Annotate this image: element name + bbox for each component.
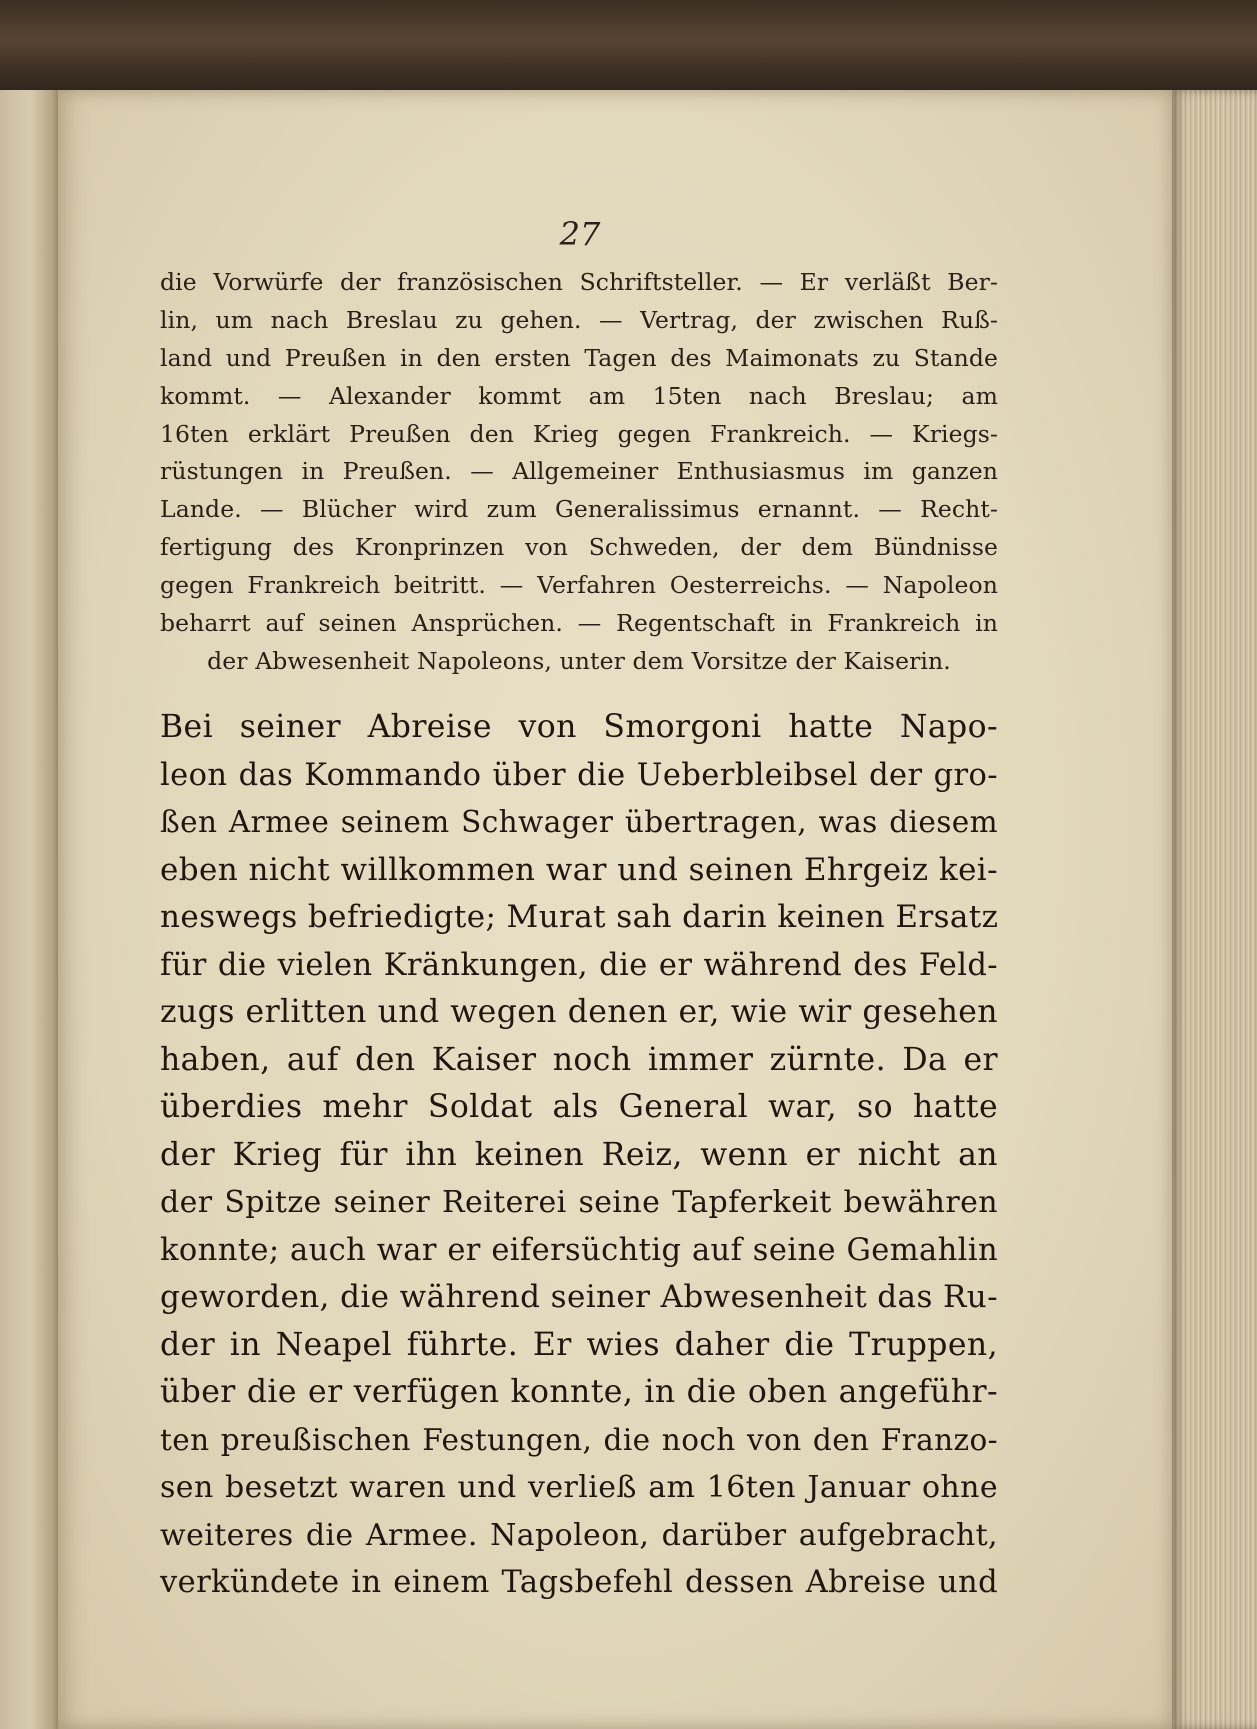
summary-line: beharrt auf seinen Ansprüchen. — Regentschaft in Frankreich in <box>160 609 998 638</box>
body-line: über die er verfügen konnte, in die oben angeführ- <box>160 1374 998 1410</box>
body-line: sen besetzt waren und verließ am 16ten Januar ohne <box>160 1470 998 1505</box>
summary-line: gegen Frankreich beitritt. — Verfahren Oesterreichs. — Napoleon <box>160 571 998 600</box>
body-line: weiteres die Armee. Napoleon, darüber aufgebracht, <box>160 1517 998 1553</box>
body-line: zugs erlitten und wegen denen er, wie wir gesehen <box>160 994 998 1030</box>
summary-line: fertigung des Kronprinzen von Schweden, der dem Bündnisse <box>160 533 998 562</box>
body-line: der Krieg für ihn keinen Reiz, wenn er nicht an <box>160 1136 998 1173</box>
body-text <box>160 704 998 1607</box>
body-line: ten preußischen Festungen, die noch von den Franzo- <box>160 1422 998 1457</box>
left-page-edge <box>0 90 60 1729</box>
body-line: überdies mehr Soldat als General war, so hatte <box>160 1089 998 1125</box>
body-line: der Spitze seiner Reiterei seine Tapferkeit bewähren <box>160 1185 998 1220</box>
chapter-summary <box>160 264 998 681</box>
body-line: haben, auf den Kaiser noch immer zürnte. Da er <box>160 1041 998 1078</box>
body-line: verkündete in einem Tagsbefehl dessen Abreise und <box>160 1565 998 1600</box>
summary-line: land und Preußen in den ersten Tagen des Maimonats zu Stande <box>160 343 998 372</box>
summary-line: der Abwesenheit Napoleons, unter dem Vorsitze der Kaiserin. <box>207 646 951 675</box>
page-stack-edge <box>1172 90 1257 1729</box>
summary-line: lin, um nach Breslau zu gehen. — Vertrag, der zwischen Ruß- <box>160 305 998 334</box>
page-number: 27 <box>559 215 601 253</box>
body-line: ßen Armee seinem Schwager übertragen, was diesem <box>160 805 998 839</box>
summary-line: 16ten erklärt Preußen den Krieg gegen Frankreich. — Kriegs- <box>160 419 998 448</box>
summary-line: rüstungen in Preußen. — Allgemeiner Enthusiasmus im ganzen <box>160 457 998 486</box>
body-line: Bei seiner Abreise von Smorgoni hatte Napo- <box>160 709 998 745</box>
summary-line: Lande. — Blücher wird zum Generalissimus ernannt. — Recht- <box>160 495 998 524</box>
body-line: geworden, die während seiner Abwesenheit das Ru- <box>160 1279 998 1315</box>
body-line: neswegs befriedigte; Murat sah darin keinen Ersatz <box>160 899 999 935</box>
body-line: der in Neapel führte. Er wies daher die Truppen, <box>160 1326 998 1363</box>
body-line: leon das Kommando über die Ueberbleibsel der gro- <box>160 757 998 793</box>
summary-line: die Vorwürfe der französischen Schriftsteller. — Er verläßt Ber- <box>160 268 998 296</box>
body-line: eben nicht willkommen war und seinen Ehrgeiz kei- <box>160 851 998 888</box>
summary-line: kommt. — Alexander kommt am 15ten nach Breslau; am <box>160 381 998 410</box>
body-line: konnte; auch war er eifersüchtig auf seine Gemahlin <box>160 1232 998 1268</box>
body-line: für die vielen Kränkungen, die er während des Feld- <box>160 947 998 983</box>
